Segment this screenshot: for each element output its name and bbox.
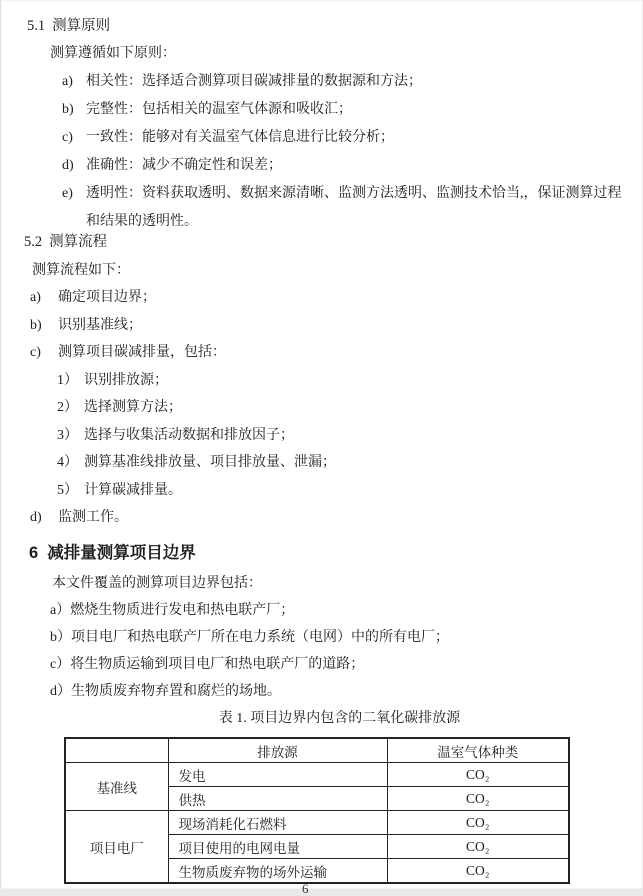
gas-cell: CO₂: [387, 835, 569, 859]
list-item-5-1-c: [27, 124, 631, 152]
list-item-5-2-d: [24, 504, 631, 532]
source-cell: 生物质废弃物的场外运输: [168, 859, 387, 884]
gas-cell: CO₂: [387, 763, 569, 787]
header-cell-source: 排放源: [168, 738, 387, 763]
clause-6-heading: [29, 538, 629, 568]
list-item-text: 生物质废弃物弃置和腐烂的场地。: [71, 684, 281, 699]
clause-title: 测算原则: [52, 18, 111, 34]
table-caption: 表 1. 项目边界内包含的二氧化碳排放源: [218, 711, 461, 726]
partial-page-number: 6: [302, 881, 309, 896]
list-item-6-b: [50, 624, 629, 651]
list-item-text: 项目电厂和热电联产厂所在电力系统（电网）中的所有电厂；: [71, 630, 449, 645]
table-row: [65, 763, 569, 787]
list-item-text: 完整性：包括相关的温室气体源和吸收汇；: [86, 102, 352, 117]
section-5-1: [27, 12, 631, 236]
list-marker: a): [30, 290, 41, 305]
table-row: [65, 811, 569, 835]
list-item-5-2-a: [24, 284, 631, 312]
list-item-5-2-c: [24, 339, 631, 367]
section-6: [29, 538, 629, 705]
clause-5-1-heading: [27, 12, 631, 40]
sub-list-item-2: [24, 394, 631, 422]
gas-cell: CO₂: [387, 859, 569, 884]
list-marker: b): [30, 317, 42, 333]
clause-number: 5.1: [27, 18, 46, 34]
clause-5-2-heading: [24, 229, 631, 257]
list-marker: d）: [50, 684, 71, 699]
list-marker: a）: [50, 603, 71, 618]
emission-sources-table: [64, 737, 570, 884]
list-marker: c): [62, 130, 73, 145]
list-marker: 3）: [57, 427, 78, 443]
list-marker: a): [62, 74, 73, 89]
list-item-5-1-e: [27, 180, 631, 236]
sub-list-item-4: [24, 449, 631, 477]
group-cell-project-plant: 项目电厂: [65, 811, 168, 884]
list-marker: b）: [50, 630, 71, 645]
table-header-row: [65, 738, 569, 763]
section-5-2: [24, 229, 631, 532]
list-item-text: 测算基准线排放量、项目排放量、泄漏；: [84, 455, 336, 470]
clause-number: 5.2: [24, 234, 43, 250]
list-item-text: 相关性：选择适合测算项目碳减排量的数据源和方法；: [86, 74, 422, 89]
list-item-5-1-d: [27, 152, 631, 180]
group-cell-baseline: 基准线: [65, 763, 168, 811]
source-cell: 发电: [168, 763, 387, 787]
list-marker: 5）: [57, 482, 78, 498]
gas-cell: CO₂: [387, 787, 569, 811]
list-item-text: 准确性：减少不确定性和误差；: [86, 158, 282, 173]
header-cell-gas-type: 温室气体种类: [387, 738, 569, 763]
list-marker: 1）: [57, 372, 78, 388]
list-item-text: 确定项目边界；: [58, 290, 156, 305]
list-item-text: 监测工作。: [58, 510, 128, 525]
list-item-text: 识别基准线；: [58, 317, 142, 333]
sub-list-item-1: [24, 367, 631, 395]
list-marker: 4）: [57, 455, 78, 470]
list-item-text: 选择与收集活动数据和排放因子；: [84, 427, 294, 443]
clause-6-intro: 本文件覆盖的测算项目边界包括：: [52, 576, 262, 591]
list-item-text: 测算项目碳减排量，包括：: [58, 345, 226, 360]
list-item-6-a: [50, 597, 629, 624]
list-marker: b): [62, 102, 74, 117]
list-marker: 2）: [57, 400, 78, 415]
list-item-text: 识别排放源；: [84, 372, 168, 388]
list-item-6-d: [50, 678, 629, 705]
clause-5-1-intro: 测算遵循如下原则：: [50, 46, 176, 61]
list-item-text: 一致性：能够对有关温室气体信息进行比较分析；: [86, 130, 394, 145]
sub-list-item-3: [24, 422, 631, 450]
sub-list-item-5: [24, 477, 631, 505]
clause-5-2-intro: 测算流程如下：: [32, 262, 130, 278]
list-item-text: 燃烧生物质进行发电和热电联产厂；: [70, 603, 295, 618]
list-item-text: 透明性：资料获取透明、数据来源清晰、监测方法透明、监测技术恰当,，保证测算过程和结果的透明性。: [86, 186, 622, 229]
list-item-text: 将生物质运输到项目电厂和热电联产厂的道路；: [70, 657, 365, 672]
clause-title: 减排量测算项目边界: [47, 544, 196, 562]
list-item-6-c: [50, 651, 629, 678]
list-marker: d): [62, 158, 74, 173]
list-marker: e): [62, 186, 73, 201]
source-cell: 供热: [168, 787, 387, 811]
list-item-5-1-b: [27, 96, 631, 124]
source-cell: 项目使用的电网电量: [168, 835, 387, 859]
clause-number: 6: [29, 544, 39, 562]
list-item-5-1-a: [27, 68, 631, 96]
header-cell-empty: [65, 738, 168, 763]
list-item-5-2-b: [24, 312, 631, 340]
list-marker: c）: [50, 657, 71, 672]
gas-cell: CO₂: [387, 811, 569, 835]
list-marker: c): [30, 345, 41, 360]
clause-title: 测算流程: [49, 234, 108, 250]
list-item-text: 计算碳减排量。: [84, 482, 182, 498]
source-cell: 现场消耗化石燃料: [168, 811, 387, 835]
list-item-text: 选择测算方法；: [84, 400, 182, 415]
list-marker: d): [30, 510, 42, 525]
scan-edge-artifact: [0, 0, 2, 889]
